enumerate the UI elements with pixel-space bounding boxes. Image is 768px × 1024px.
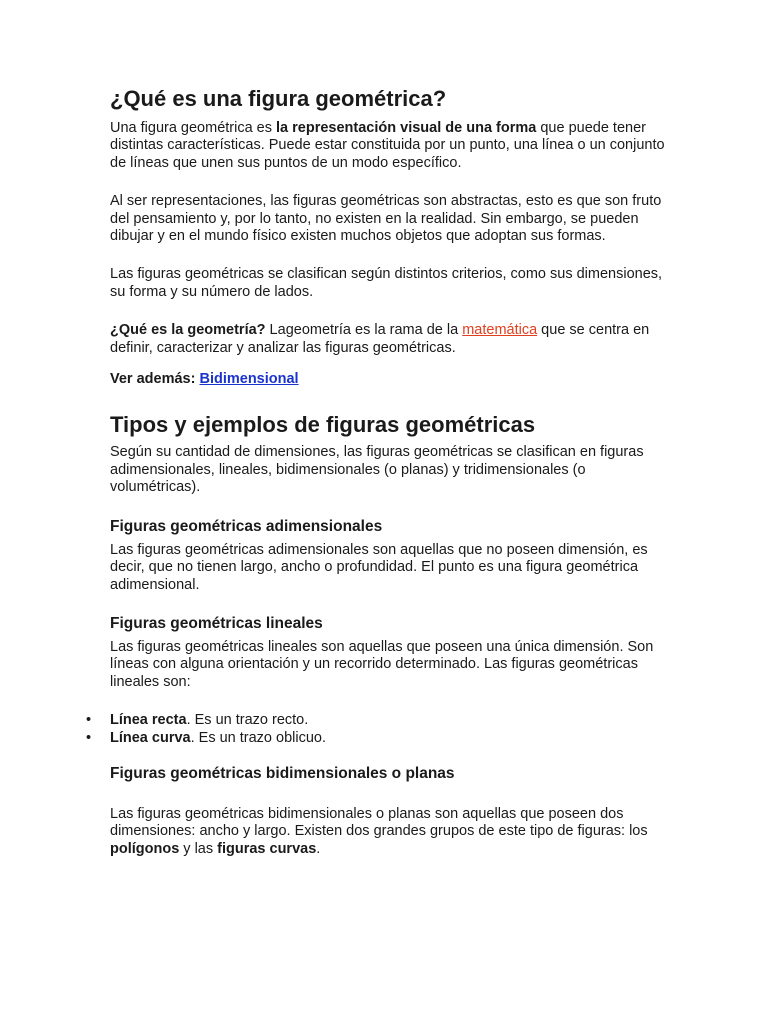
- intro-paragraph: [110, 120, 670, 172]
- bidim-bold-poligonos: polígonos: [110, 840, 180, 857]
- geometry-text-start: Lageometría es la rama de la: [265, 322, 463, 339]
- list-item-text: . Es un trazo recto.: [186, 712, 309, 729]
- list-item-bold: Línea curva: [110, 729, 191, 746]
- list-item: [86, 729, 670, 747]
- list-item-text: . Es un trazo oblicuo.: [190, 729, 327, 746]
- adimensional-heading: Figuras geométricas adimensionales: [110, 517, 383, 535]
- bidimensional-link[interactable]: Bidimensional: [199, 371, 299, 388]
- geometry-paragraph: [110, 322, 670, 357]
- bidimensional-heading: Figuras geométricas bidimensionales o planas: [110, 764, 455, 782]
- intro-text-start: Una figura geométrica es: [110, 120, 277, 136]
- bidim-text-mid: y las: [179, 840, 218, 857]
- geometry-text-end: que se centra en definir, caracterizar y analizar las figuras geométricas.: [110, 322, 650, 356]
- classification-paragraph: Las figuras geométricas se clasifican según distintos criterios, como sus dimensiones, su forma y su número de lados.: [110, 266, 663, 300]
- intro-text-end: que puede tener distintas características. Puede estar constituida por un punto, una línea o un conjunto de líneas que unen sus puntos de un modo específico.: [110, 120, 665, 171]
- types-heading: Tipos y ejemplos de figuras geométricas: [110, 412, 536, 438]
- article-body: [86, 84, 670, 858]
- adimensional-paragraph: Las figuras geométricas adimensionales son aquellas que no poseen dimensión, es decir, que no tienen largo, ancho o profundidad. El punto es una figura geométrica adimensional.: [110, 541, 648, 593]
- see-also-label: Ver además:: [110, 371, 200, 388]
- lineal-paragraph: Las figuras geométricas lineales son aquellas que poseen una única dimensión. Son líneas con alguna orientación y un recorrido determinado. Las figuras geométricas lineales son:: [110, 638, 654, 690]
- bidim-text-end: .: [316, 840, 321, 857]
- intro-bold-text: la representación visual de una forma: [276, 120, 537, 136]
- bidim-text-start: Las figuras geométricas bidimensionales o planas son aquellas que poseen dos dimensiones: ancho y largo. Existen dos grandes grupos de este tipo de figuras: los: [110, 805, 648, 840]
- list-item-bold: Línea recta: [110, 712, 187, 729]
- list-item: [86, 712, 670, 729]
- matematica-link[interactable]: matemática: [462, 322, 538, 339]
- see-also-line: [110, 371, 670, 388]
- geometry-question: ¿Qué es la geometría?: [110, 322, 266, 339]
- abstract-paragraph: Al ser representaciones, las figuras geométricas son abstractas, esto es que son fruto del pensamiento y, por lo tanto, no existen en la realidad. Sin embargo, se pueden dibujar y en el mundo físico existen muchos objetos que adoptan sus formas.: [110, 193, 662, 245]
- bidimensional-paragraph: [110, 806, 670, 858]
- bidim-bold-figuras-curvas: figuras curvas: [217, 840, 317, 857]
- lineal-list: [86, 712, 670, 747]
- page-title: ¿Qué es una figura geométrica?: [110, 86, 447, 111]
- bullet-icon: •: [86, 729, 92, 746]
- lineal-heading: Figuras geométricas lineales: [110, 614, 323, 632]
- bullet-icon: •: [86, 712, 92, 729]
- types-intro-paragraph: Según su cantidad de dimensiones, las figuras geométricas se clasifican en figuras adimensionales, lineales, bidimensionales (o planas) y tridimensionales (o volumétricas).: [110, 444, 644, 496]
